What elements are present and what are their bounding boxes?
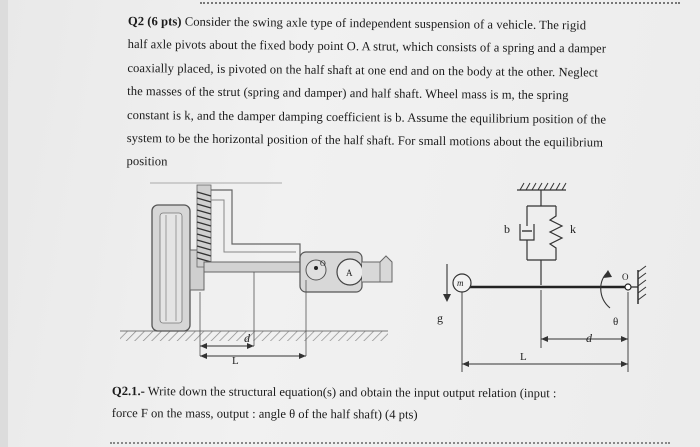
gravity-arrow-head (443, 294, 451, 302)
rdim-l-arrow-left (462, 361, 469, 367)
right-label-k: k (570, 222, 576, 236)
question-line-6: system to be the horizontal position of the half shaft. For small motions about the equilibrium (126, 131, 604, 150)
right-label-theta: θ (613, 316, 619, 328)
schematic-pivot-o (625, 284, 631, 290)
subquestion (112, 380, 672, 427)
right-dim-d: d (586, 331, 592, 345)
bottom-dotted-border (110, 442, 670, 444)
right-figure (437, 183, 646, 372)
damper-cylinder (520, 224, 534, 240)
spring-zigzag (550, 206, 562, 260)
question-points: (6 pts) (147, 14, 182, 29)
left-figure (120, 183, 392, 367)
question-line-7: position (126, 154, 168, 169)
subquestion-text-1: Write down the structural equation(s) and obtain the input output relation (input : (147, 384, 557, 401)
ceiling-hatch (520, 183, 566, 190)
rdim-l-arrow-right (621, 361, 628, 367)
question-number: Q2 (127, 13, 145, 29)
question-text-1: Consider the swing axle type of independent suspension of a vehicle. The rigid (184, 14, 587, 33)
pivot-o-point (314, 266, 318, 270)
question-line-5: constant is k, and the damper damping coefficient is b. Assume the equilibrium position of the (126, 107, 607, 127)
left-dim-l: L (232, 355, 239, 367)
left-dim-d: d (244, 331, 250, 345)
subquestion-number: Q2.1.- (111, 383, 145, 399)
right-label-m: m (457, 278, 464, 288)
half-shaft (204, 262, 314, 272)
dim-l-arrow-right (299, 353, 306, 359)
subquestion-line-2: force F on the mass, output : angle θ of the half shaft) (4 pts) (111, 405, 418, 422)
dim-l-arrow-left (200, 353, 207, 359)
dim-d-arrow-left (200, 343, 207, 349)
right-dim-l: L (520, 351, 527, 363)
question-line-3: coaxially placed, is pivoted on the half shaft at one end and on the body at the other. Neglect (127, 60, 599, 80)
right-label-b: b (504, 222, 510, 236)
right-label-o: O (622, 272, 629, 282)
left-label-a: A (346, 268, 353, 278)
right-label-g: g (437, 311, 443, 325)
theta-arrow-head (603, 270, 612, 278)
subquestion-line-1 (112, 380, 672, 405)
rdim-d-arrow-left (541, 336, 548, 342)
wall-hatch (638, 266, 646, 300)
question-line-4: the masses of the strut (spring and damper) and half shaft. Wheel mass is m, the spring (127, 84, 569, 103)
rdim-d-arrow-right (621, 336, 628, 342)
shaft-stub (362, 256, 392, 282)
question-line-2: half axle pivots about the fixed body point O. A strut, which consists of a spring and a damper (127, 37, 607, 56)
left-label-o: O (320, 259, 326, 268)
wheel-rim (160, 213, 182, 323)
